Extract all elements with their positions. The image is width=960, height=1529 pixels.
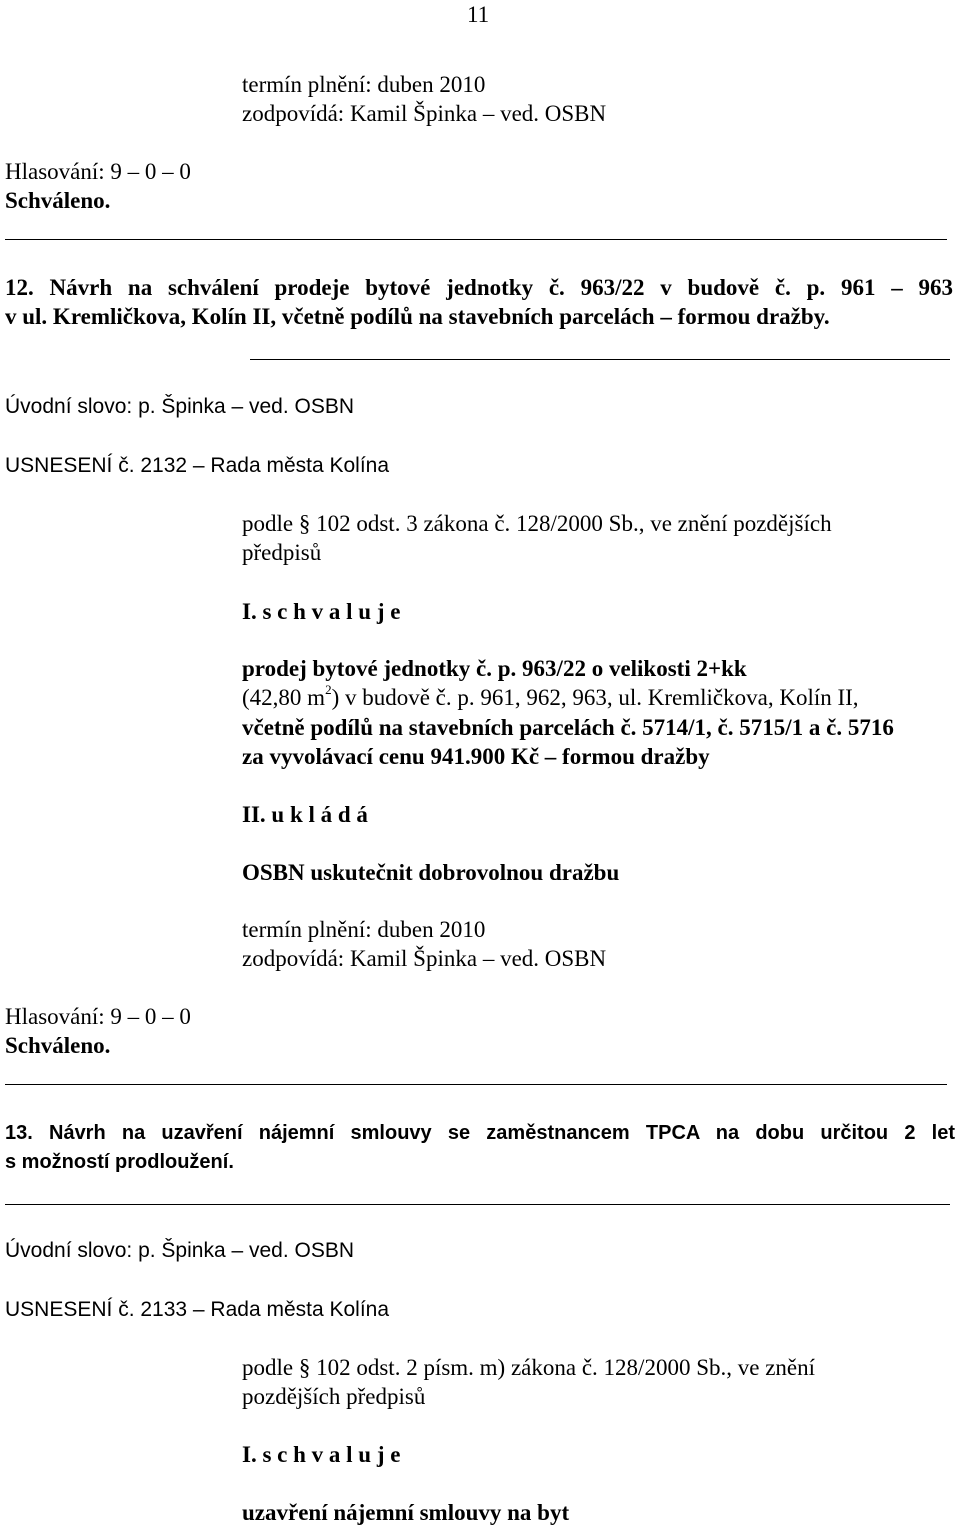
item12-heading-line2: v ul. Kremličkova, Kolín II, včetně podílů na stavebních parcelách – formou dražby. xyxy=(5,304,830,329)
prodej-area-sup: 2 xyxy=(325,682,332,698)
prev-termin: termín plnění: duben 2010 xyxy=(242,72,486,97)
separator-rule xyxy=(5,239,947,240)
item12-schvaleno: Schváleno. xyxy=(5,1033,111,1058)
item13-heading-line1: 13. Návrh na uzavření nájemní smlouvy se zaměstnancem TPCA na dobu určitou 2 let xyxy=(5,1122,955,1144)
item12-uklada: II. u k l á d á xyxy=(242,802,368,827)
prodej-area: (42,80 m xyxy=(242,685,326,710)
item13-uvodni-slovo: Úvodní slovo: p. Špinka – ved. OSBN xyxy=(5,1239,355,1262)
prev-schvaleno: Schváleno. xyxy=(5,188,111,213)
page-number: 11 xyxy=(467,2,490,27)
item12-prodej-line2 xyxy=(242,683,859,712)
item13-heading-line2: s možností prodloužení. xyxy=(5,1151,234,1173)
item12-termin: termín plnění: duben 2010 xyxy=(242,917,486,942)
item13-podle-line1: podle § 102 odst. 2 písm. m) zákona č. 128/2000 Sb., ve znění xyxy=(242,1355,816,1380)
item12-podle-line2: předpisů xyxy=(242,540,322,565)
item12-osbn-task: OSBN uskutečnit dobrovolnou dražbu xyxy=(242,860,620,885)
item12-zodpovida: zodpovídá: Kamil Špinka – ved. OSBN xyxy=(242,946,607,971)
item12-heading-line1: 12. Návrh na schválení prodeje bytové jednotky č. 963/22 v budově č. p. 961 – 963 xyxy=(5,275,953,300)
prev-hlasovani: Hlasování: 9 – 0 – 0 xyxy=(5,159,191,184)
prodej-location: ) v budově č. p. 961, 962, 963, ul. Kremličkova, Kolín II, xyxy=(331,685,859,710)
item12-usneseni: USNESENÍ č. 2132 – Rada města Kolína xyxy=(5,454,390,477)
item12-uvodni-slovo: Úvodní slovo: p. Špinka – ved. OSBN xyxy=(5,395,355,418)
item13-podle-line2: pozdějších předpisů xyxy=(242,1384,426,1409)
item12-schvaluje: I. s c h v a l u j e xyxy=(242,599,401,624)
item13-usneseni: USNESENÍ č. 2133 – Rada města Kolína xyxy=(5,1298,390,1321)
prev-zodpovida: zodpovídá: Kamil Špinka – ved. OSBN xyxy=(242,101,607,126)
separator-rule xyxy=(5,1084,947,1085)
item12-prodej-line4: za vyvolávací cenu 941.900 Kč – formou dražby xyxy=(242,744,710,769)
item12-prodej-line1: prodej bytové jednotky č. p. 963/22 o velikosti 2+kk xyxy=(242,656,747,681)
item12-hlasovani: Hlasování: 9 – 0 – 0 xyxy=(5,1004,191,1029)
item13-heading-rule xyxy=(5,1204,950,1205)
item12-heading-rule xyxy=(250,359,950,360)
item13-uzavreni: uzavření nájemní smlouvy na byt xyxy=(242,1500,570,1525)
item12-podle-line1: podle § 102 odst. 3 zákona č. 128/2000 Sb., ve znění pozdějších xyxy=(242,511,832,536)
item13-schvaluje: I. s c h v a l u j e xyxy=(242,1442,401,1467)
item12-prodej-line3: včetně podílů na stavebních parcelách č. 5714/1, č. 5715/1 a č. 5716 xyxy=(242,715,894,740)
